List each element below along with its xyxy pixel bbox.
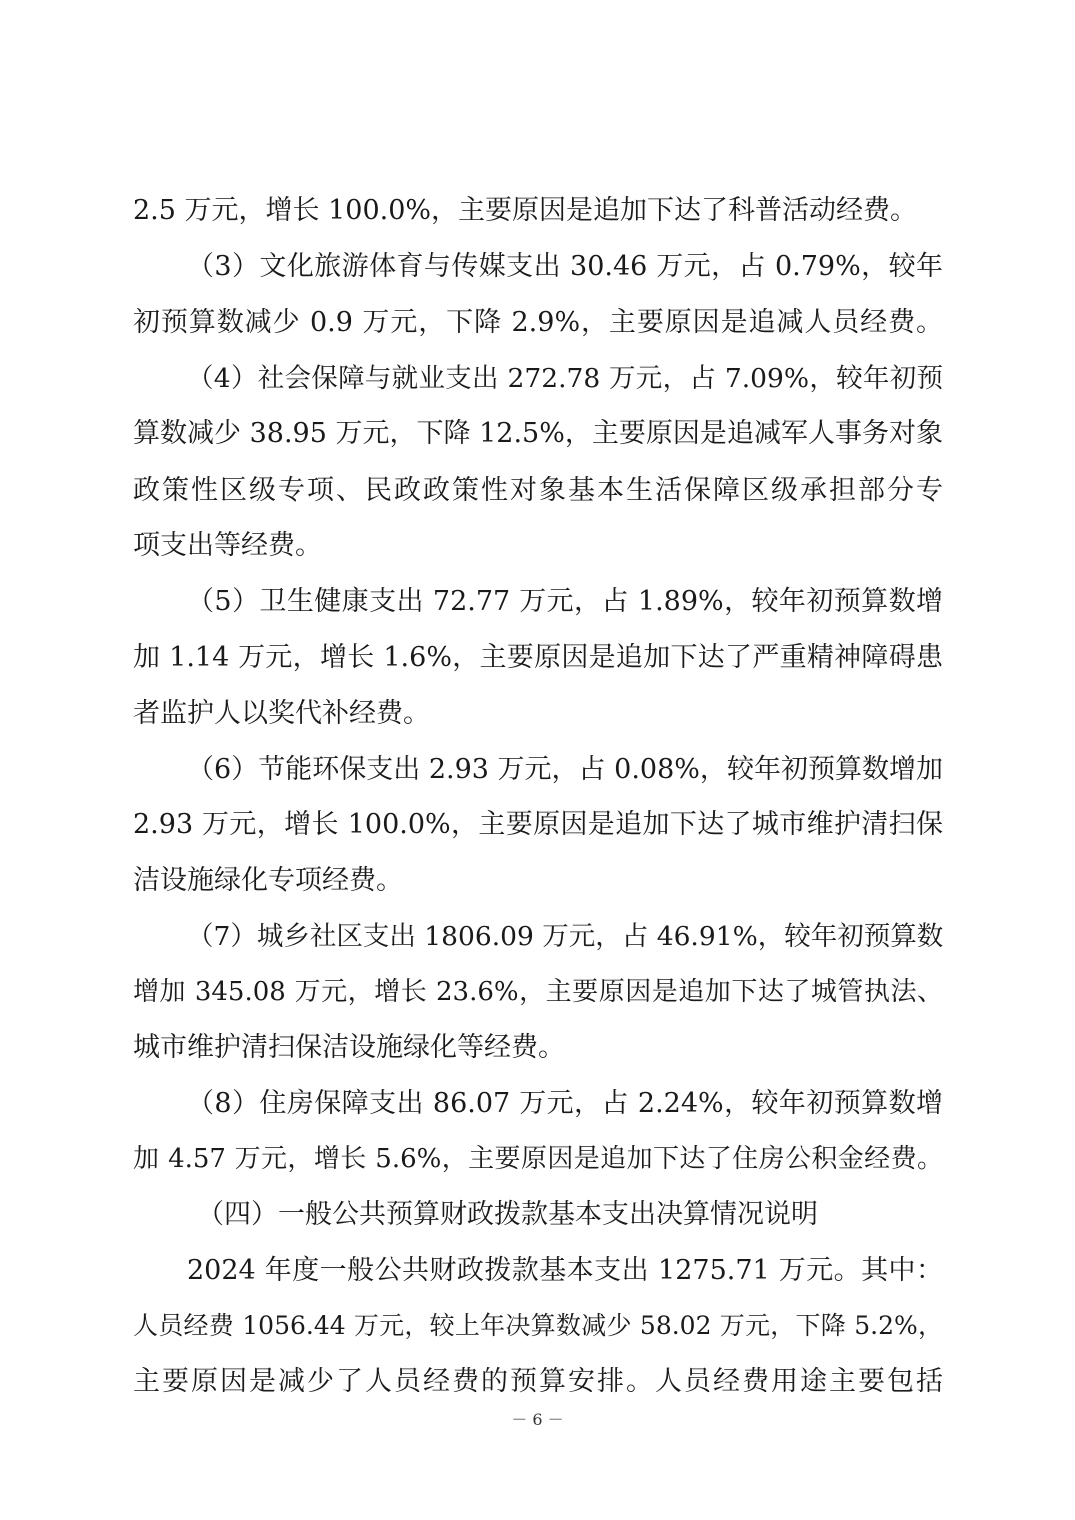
paragraph-line: （4）社会保障与就业支出 272.78 万元，占 7.09%，较年初预 — [187, 363, 943, 394]
paragraph-line: 城市维护清扫保洁设施绿化等经费。 — [133, 1032, 565, 1063]
paragraph-line: 政策性区级专项、民政政策性对象基本生活保障区级承担部分专 — [133, 475, 943, 506]
paragraph-line: （6）节能环保支出 2.93 万元，占 0.08%，较年初预算数增加 — [187, 754, 943, 785]
paragraph-line: 加 4.57 万元，增长 5.6%，主要原因是追加下达了住房公积金经费。 — [133, 1144, 943, 1174]
paragraph-line: 2024 年度一般公共财政拨款基本支出 1275.71 万元。其中： — [187, 1255, 943, 1286]
paragraph-line: 增加 345.08 万元，增长 23.6%，主要原因是追加下达了城管执法、 — [133, 977, 943, 1007]
paragraph-line: 者监护人以奖代补经费。 — [133, 698, 430, 729]
paragraph-line: （5）卫生健康支出 72.77 万元，占 1.89%，较年初预算数增 — [187, 586, 943, 617]
paragraph-line: 洁设施绿化专项经费。 — [133, 865, 403, 896]
page-number: － 6 － — [511, 1410, 564, 1429]
paragraph-line: 人员经费 1056.44 万元，较上年决算数减少 58.02 万元，下降 5.2%， — [133, 1311, 943, 1340]
paragraph-line: （8）住房保障支出 86.07 万元，占 2.24%，较年初预算数增 — [187, 1088, 943, 1119]
paragraph-line: 2.5 万元，增长 100.0%，主要原因是追加下达了科普活动经费。 — [133, 195, 918, 226]
paragraph-line: 2.93 万元，增长 100.0%，主要原因是追加下达了城市维护清扫保 — [133, 809, 943, 840]
paragraph-line: 加 1.14 万元，增长 1.6%，主要原因是追加下达了严重精神障碍患 — [133, 642, 943, 673]
paragraph-line: 主要原因是减少了人员经费的预算安排。人员经费用途主要包括 — [133, 1366, 943, 1397]
paragraph-line: 初预算数减少 0.9 万元，下降 2.9%，主要原因是追减人员经费。 — [133, 307, 943, 338]
section-heading: （四）一般公共预算财政拨款基本支出决算情况说明 — [197, 1199, 818, 1230]
paragraph-line: 项支出等经费。 — [133, 530, 322, 561]
paragraph-line: （7）城乡社区支出 1806.09 万元，占 46.91%，较年初预算数 — [187, 921, 944, 952]
paragraph-line: 算数减少 38.95 万元，下降 12.5%，主要原因是追减军人事务对象 — [133, 418, 943, 449]
paragraph-line: （3）文化旅游体育与传媒支出 30.46 万元，占 0.79%，较年 — [187, 251, 943, 282]
